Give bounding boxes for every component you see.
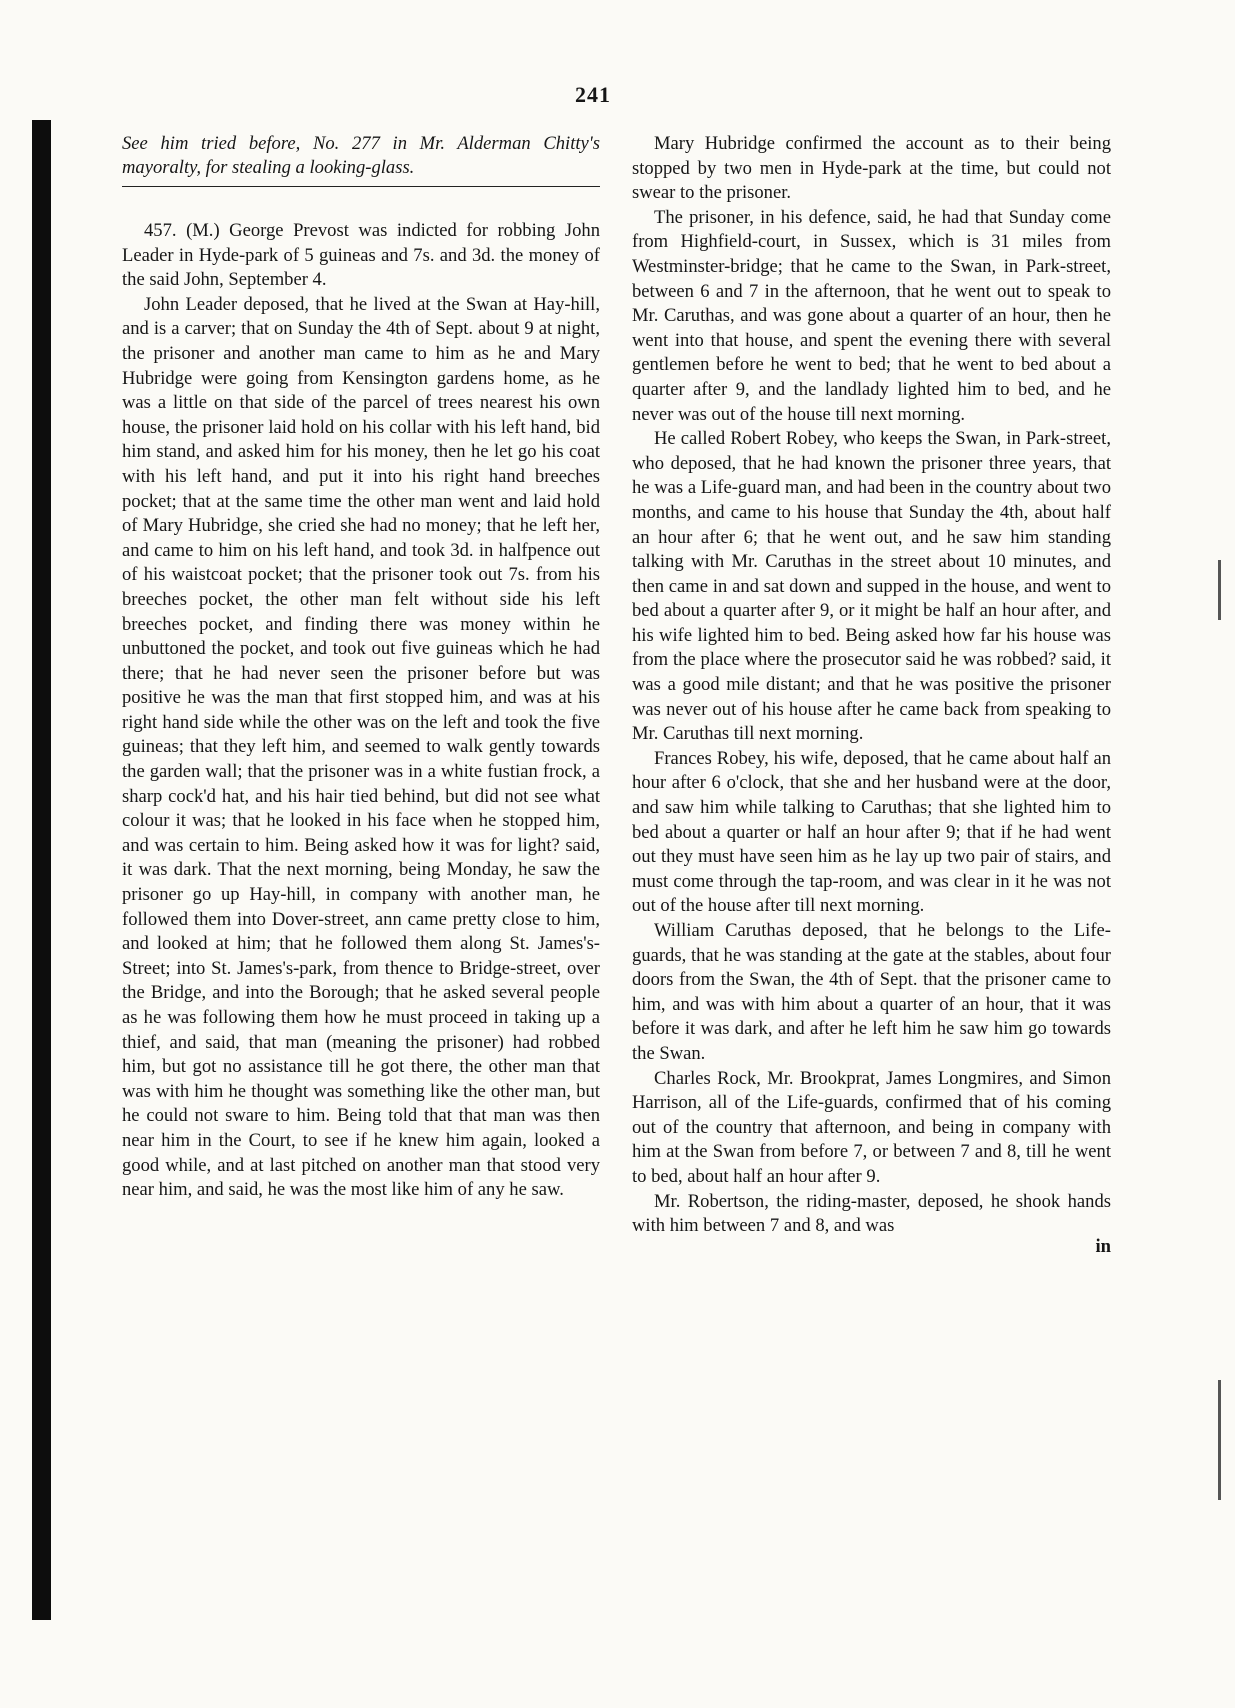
page-edge-mark [1218,1380,1221,1500]
cross-reference-note: See him tried before, No. 277 in Mr. Alderman Chitty's mayoralty, for stealing a looking-glass. [122,133,600,178]
testimony-paragraph: Mr. Robertson, the riding-master, deposed, he shook hands with him between 7 and 8, and was [632,1190,1111,1237]
note-divider [122,186,600,187]
testimony-paragraph: Charles Rock, Mr. Brookprat, James Longmires, and Simon Harrison, all of the Life-guards, confirmed that of his coming out of the country that afternoon, and being in company with him at the Swan from before 7, or between 7 and 8, till he went to bed, about half an hour after 9. [632,1067,1111,1187]
testimony-paragraph: Frances Robey, his wife, deposed, that he came about half an hour after 6 o'clock, that she and her husband were at the door, and saw him while talking to Caruthas; that she lighted him to bed about a quarter or half an hour after 9; that if he had went out they must have seen him as he lay up two pair of stairs, and must come through the tap-room, and was clear in it he was not out of the house after till next morning. [632,747,1111,917]
testimony-paragraph: William Caruthas deposed, that he belongs to the Life-guards, that he was standing at the gate at the stables, about four doors from the Swan, the 4th of Sept. that the prisoner came to him, and was with him about a quarter of an hour, that it was before it was dark, and after he left him he saw him go towards the Swan. [632,920,1111,1064]
page-number: 241 [575,82,611,107]
catchword: in [1095,1235,1111,1257]
left-column [122,132,600,1203]
testimony-paragraph: Mary Hubridge confirmed the account as to their being stopped by two men in Hyde-park at the time, but could not swear to the prisoner. [632,133,1111,204]
case-heading-paragraph: 457. (M.) George Prevost was indicted for robbing John Leader in Hyde-park of 5 guineas and 7s. and 3d. the money of the said John, September 4. [122,220,600,291]
testimony-paragraph: The prisoner, in his defence, said, he had that Sunday come from Highfield-court, in Sussex, which is 31 miles from Westminster-bridge; that he came to the Swan, in Park-street, between 6 and 7 in the afternoon, that he went out to speak to Mr. Caruthas, and was gone about a quarter of an hour, then he went into that house, and spent the evening there with several gentlemen before he went to bed; that he went to bed about a quarter after 9, and the landlady lighted him to bed, and he never was out of the house till next morning. [632,206,1111,425]
right-column [632,132,1111,1259]
page-edge-mark [1218,560,1221,620]
binding-gutter-shadow [32,120,51,1620]
testimony-paragraph: He called Robert Robey, who keeps the Swan, in Park-street, who deposed, that he had known the prisoner three years, that he was a Life-guard man, and had been in the country about two months, and came to his house that Sunday the 4th, about half an hour after 6; that he went out, and he saw him standing talking with Mr. Caruthas in the street about 10 minutes, and then came in and sat down and supped in the house, and went to bed about a quarter after 9, or it might be half an hour after, and his wife lighted him to bed. Being asked how far his house was from the place where the prosecutor said he was robbed? said, it was a good mile distant; and that he was positive the prisoner was never out of his house after he came back from speaking to Mr. Caruthas till next morning. [632,428,1111,745]
testimony-paragraph: John Leader deposed, that he lived at the Swan at Hay-hill, and is a carver; that on Sunday the 4th of Sept. about 9 at night, the prisoner and another man came to him as he and Mary Hubridge were going from Kensington gardens home, as he was a little on that side of the parcel of trees nearest his own house, the prisoner laid hold on his collar with his left hand, bid him stand, and asked him for his money, then he let go his coat with his left hand, and put it into his right hand breeches pocket; that at the same time the other man went and laid hold of Mary Hubridge, she cried she had no money; that he left her, and came to him on his left hand, and took 3d. in halfpence out of his waistcoat pocket; that the prisoner took out 7s. from his breeches pocket, the other man felt without side his left breeches pocket, and finding there was money within he unbuttoned the pocket, and took out five guineas which he had there; that he had never seen the prisoner before but was positive he was the man that first stopped him, and was at his right hand side while the other was on the left and took the five guineas; that they left him, and seemed to walk gently towards the garden wall; that the prisoner was in a white fustian frock, a sharp cock'd hat, and his hair tied behind, but did not see what colour it was; that he looked in his face when he stopped him, and was certain to him. Being asked how it was for light? said, it was dark. That the next morning, being Monday, he saw the prisoner go up Hay-hill, in company with another man, he followed them into Dover-street, ann came pretty close to him, and looked at him; that he followed them along St. James's-Street; into St. James's-park, from thence to Bridge-street, over the Bridge, and into the Borough; that he asked several people as he was following them how he must proceed in taking up a thief, and said, that man (meaning the prisoner) had robbed him, but got no assistance till he got there, the other man that was with him he thought was something like the other man, but he could not sware to him. Being told that that man was then near him in the Court, to see if he knew him again, looked a good while, and at last pitched on another man that stood very near him, and said, he was the most like him of any he saw. [122,293,600,1201]
